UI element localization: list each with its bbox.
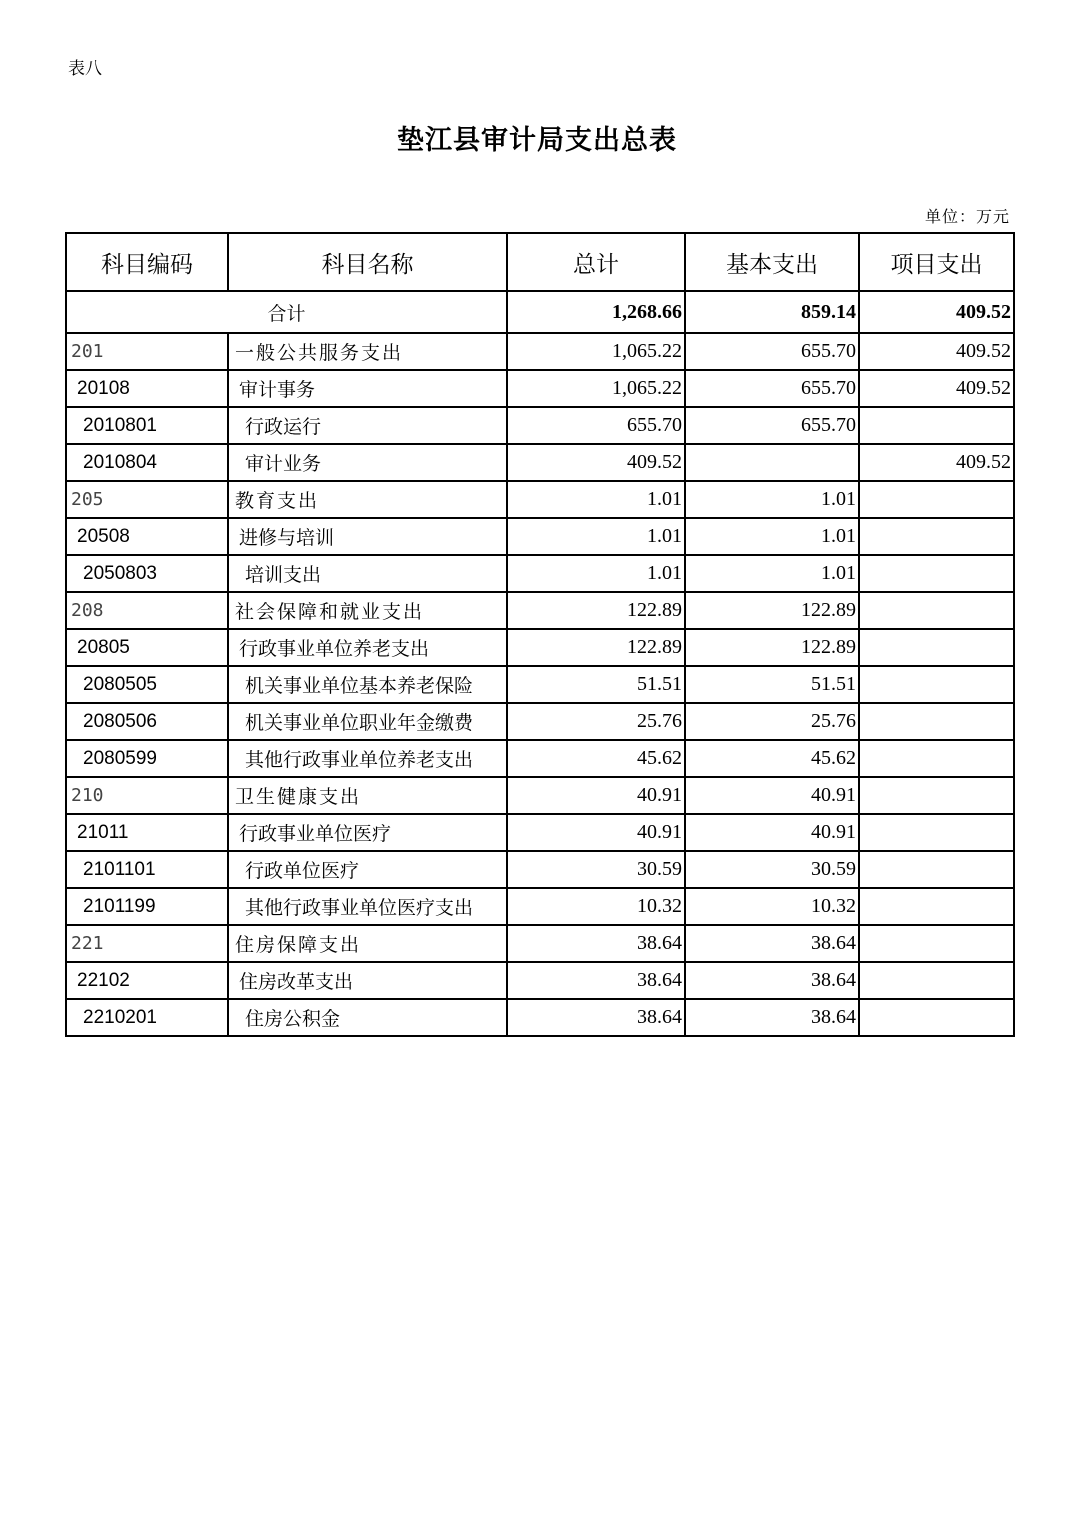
cell-project [859,925,1014,962]
cell-basic: 40.91 [685,814,859,851]
cell-name: 教育支出 [228,481,507,518]
cell-code: 21011 [66,814,228,851]
cell-basic: 51.51 [685,666,859,703]
cell-project [859,740,1014,777]
table-row [66,703,1014,740]
cell-total: 409.52 [507,444,685,481]
cell-name: 其他行政事业单位养老支出 [228,740,507,777]
table-row [66,518,1014,555]
cell-name: 进修与培训 [228,518,507,555]
cell-project [859,481,1014,518]
cell-name: 卫生健康支出 [228,777,507,814]
cell-name: 机关事业单位职业年金缴费 [228,703,507,740]
table-row [66,777,1014,814]
header-name: 科目名称 [228,233,507,291]
page-title: 垫江县审计局支出总表 [397,125,677,156]
cell-basic: 655.70 [685,333,859,370]
cell-basic: 38.64 [685,962,859,999]
table-row [66,666,1014,703]
cell-name: 其他行政事业单位医疗支出 [228,888,507,925]
header-code: 科目编码 [66,233,228,291]
cell-name: 住房保障支出 [228,925,507,962]
cell-code: 2080505 [66,666,228,703]
total-total: 1,268.66 [507,291,685,333]
table-row [66,962,1014,999]
cell-project [859,407,1014,444]
cell-code: 2210201 [66,999,228,1036]
table-row [66,999,1014,1036]
cell-total: 45.62 [507,740,685,777]
cell-project: 409.52 [859,333,1014,370]
unit-label: 单位：万元 [924,207,1010,226]
cell-name: 机关事业单位基本养老保险 [228,666,507,703]
table-header-row [66,233,1014,291]
header-basic: 基本支出 [685,233,859,291]
cell-code: 20508 [66,518,228,555]
cell-total: 1.01 [507,555,685,592]
cell-total: 1,065.22 [507,370,685,407]
table-row [66,481,1014,518]
cell-project [859,999,1014,1036]
cell-total: 38.64 [507,999,685,1036]
total-basic: 859.14 [685,291,859,333]
cell-code: 2080506 [66,703,228,740]
header-project: 项目支出 [859,233,1014,291]
cell-total: 38.64 [507,962,685,999]
cell-project [859,518,1014,555]
cell-total: 40.91 [507,814,685,851]
table-row [66,592,1014,629]
cell-total: 655.70 [507,407,685,444]
cell-code: 2050803 [66,555,228,592]
cell-project [859,851,1014,888]
page-label: 表八 [68,59,102,79]
header-total: 总计 [507,233,685,291]
cell-project [859,962,1014,999]
cell-code: 2101101 [66,851,228,888]
table-row [66,629,1014,666]
cell-code: 2010801 [66,407,228,444]
cell-name: 行政事业单位医疗 [228,814,507,851]
table-row [66,444,1014,481]
total-row [66,291,1014,333]
cell-total: 25.76 [507,703,685,740]
cell-name: 社会保障和就业支出 [228,592,507,629]
cell-basic: 25.76 [685,703,859,740]
cell-code: 2010804 [66,444,228,481]
cell-project [859,814,1014,851]
cell-project: 409.52 [859,444,1014,481]
cell-code: 2080599 [66,740,228,777]
cell-total: 122.89 [507,592,685,629]
table-row [66,407,1014,444]
cell-total: 38.64 [507,925,685,962]
cell-project [859,592,1014,629]
cell-project [859,777,1014,814]
table-row [66,370,1014,407]
table-row [66,851,1014,888]
table-row [66,333,1014,370]
cell-code: 210 [66,777,228,814]
table-row [66,925,1014,962]
cell-basic: 38.64 [685,925,859,962]
table-row [66,555,1014,592]
expenditure-table [65,232,1015,1037]
cell-code: 201 [66,333,228,370]
cell-code: 221 [66,925,228,962]
cell-name: 住房公积金 [228,999,507,1036]
cell-basic: 38.64 [685,999,859,1036]
total-project: 409.52 [859,291,1014,333]
cell-basic: 655.70 [685,407,859,444]
cell-name: 行政事业单位养老支出 [228,629,507,666]
total-label: 合计 [66,291,507,333]
cell-total: 30.59 [507,851,685,888]
cell-basic: 1.01 [685,481,859,518]
cell-code: 20805 [66,629,228,666]
cell-basic: 1.01 [685,555,859,592]
cell-basic [685,444,859,481]
cell-basic: 40.91 [685,777,859,814]
cell-total: 10.32 [507,888,685,925]
cell-basic: 1.01 [685,518,859,555]
cell-total: 40.91 [507,777,685,814]
cell-total: 1,065.22 [507,333,685,370]
cell-code: 208 [66,592,228,629]
cell-project [859,666,1014,703]
cell-project [859,629,1014,666]
cell-project [859,888,1014,925]
cell-total: 1.01 [507,518,685,555]
cell-basic: 655.70 [685,370,859,407]
cell-project [859,703,1014,740]
cell-total: 122.89 [507,629,685,666]
table-row [66,888,1014,925]
cell-code: 2101199 [66,888,228,925]
cell-project [859,555,1014,592]
cell-total: 1.01 [507,481,685,518]
cell-name: 行政单位医疗 [228,851,507,888]
cell-name: 住房改革支出 [228,962,507,999]
cell-total: 51.51 [507,666,685,703]
cell-code: 205 [66,481,228,518]
cell-basic: 122.89 [685,629,859,666]
table-row [66,740,1014,777]
cell-name: 审计业务 [228,444,507,481]
cell-basic: 30.59 [685,851,859,888]
cell-project: 409.52 [859,370,1014,407]
cell-name: 培训支出 [228,555,507,592]
cell-name: 一般公共服务支出 [228,333,507,370]
cell-basic: 45.62 [685,740,859,777]
cell-code: 22102 [66,962,228,999]
cell-name: 行政运行 [228,407,507,444]
table-row [66,814,1014,851]
cell-basic: 10.32 [685,888,859,925]
cell-basic: 122.89 [685,592,859,629]
cell-name: 审计事务 [228,370,507,407]
cell-code: 20108 [66,370,228,407]
